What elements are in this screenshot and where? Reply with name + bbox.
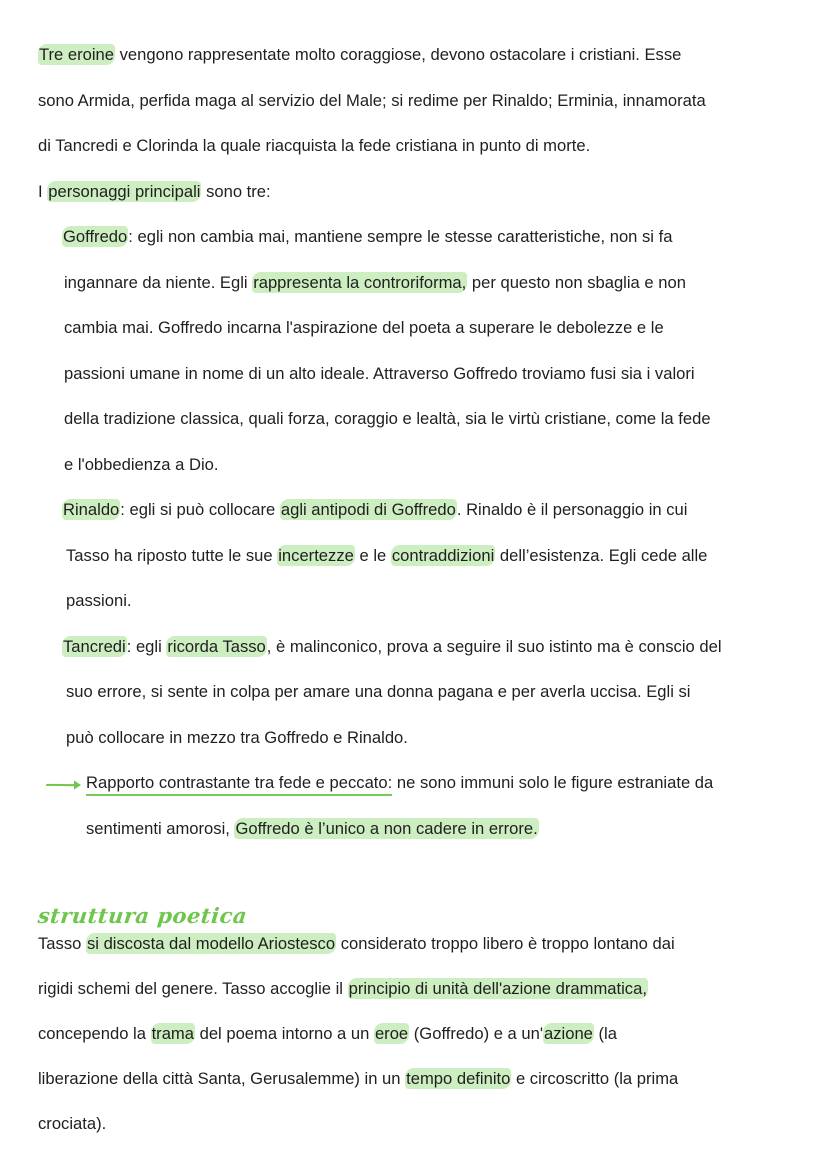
goffredo-line-6: e l'obbedienza a Dio. [64, 455, 219, 474]
rapporto-line-1: Rapporto contrastante tra fede e peccato: ne sono immuni solo le figure estraniate da [86, 771, 713, 795]
rinaldo-line-3: passioni. [66, 591, 132, 610]
rinaldo-line-1: Rinaldo: egli si può collocare agli antipodi di Goffredo. Rinaldo è il personaggio in cui [63, 500, 688, 519]
highlight: incertezze [278, 546, 354, 565]
intro-line-2: sono Armida, perfida maga al servizio del Male; si redime per Rinaldo; Erminia, innamorata [38, 91, 706, 110]
tancredi-line-1: Tancredi: egli ricorda Tasso, è malinconico, prova a seguire il suo istinto ma è conscio del [63, 637, 722, 656]
highlight: Tre eroine [39, 45, 115, 64]
goffredo-line-5: della tradizione classica, quali forza, coraggio e lealtà, sia le virtù cristiane, come la fede [64, 409, 711, 428]
tancredi-line-2: suo errore, si sente in colpa per amare una donna pagana e per averla uccisa. Egli si [66, 682, 691, 701]
highlight: Goffredo [63, 227, 128, 246]
tancredi-line-3: può collocare in mezzo tra Goffredo e Rinaldo. [66, 728, 408, 747]
highlight: trama [151, 1024, 194, 1043]
goffredo-line-4: passioni umane in nome di un alto ideale. Attraverso Goffredo troviamo fusi sia i valori [64, 364, 695, 383]
goffredo-line-1: Goffredo: egli non cambia mai, mantiene sempre le stesse caratteristiche, non si fa [63, 227, 673, 246]
struttura-line-3: concependo la trama del poema intorno a un eroe (Goffredo) e a un'azione (la [38, 1024, 617, 1043]
section-heading: struttura poetica [36, 903, 249, 928]
highlight: Goffredo è l’unico a non cadere in errore. [235, 819, 538, 838]
goffredo-line-2: ingannare da niente. Egli rappresenta la controriforma, per questo non sbaglia e non [64, 273, 686, 292]
intro-line-4: I personaggi principali sono tre: [38, 182, 271, 201]
highlight: tempo definito [406, 1069, 511, 1088]
struttura-line-5: crociata). [38, 1114, 107, 1133]
highlight: si discosta dal modello Ariostesco [86, 934, 336, 953]
rinaldo-line-2: Tasso ha riposto tutte le sue incertezze e le contraddizioni dell’esistenza. Egli cede alle [66, 546, 708, 565]
struttura-line-4: liberazione della città Santa, Gerusalemme) in un tempo definito e circoscritto (la prima [38, 1069, 679, 1088]
struttura-line-1: Tasso si discosta dal modello Ariostesco considerato troppo libero è troppo lontano dai [38, 934, 675, 953]
highlight: Rinaldo [63, 500, 120, 519]
underlined-text: Rapporto contrastante tra fede e peccato: [86, 773, 392, 796]
goffredo-line-3: cambia mai. Goffredo incarna l'aspirazione del poeta a superare le debolezze e le [64, 318, 664, 337]
highlight: agli antipodi di Goffredo [280, 500, 456, 519]
intro-line-1: Tre eroine vengono rappresentate molto coraggiose, devono ostacolare i cristiani. Esse [39, 45, 682, 64]
highlight: azione [544, 1024, 593, 1043]
highlight: personaggi principali [48, 182, 201, 201]
intro-line-3: di Tancredi e Clorinda la quale riacquista la fede cristiana in punto di morte. [38, 136, 591, 155]
highlight: rappresenta la controriforma, [253, 273, 467, 292]
right-arrow-icon [46, 779, 84, 791]
struttura-line-2: rigidi schemi del genere. Tasso accoglie il principio di unità dell'azione drammatica, [38, 979, 647, 998]
highlight: contraddizioni [391, 546, 495, 565]
highlight: principio di unità dell'azione drammatica, [348, 979, 647, 998]
highlight: Tancredi [63, 637, 126, 656]
highlight: eroe [374, 1024, 409, 1043]
highlight: ricorda Tasso [167, 637, 266, 656]
rapporto-line-2: sentimenti amorosi, Goffredo è l’unico a non cadere in errore. [86, 819, 538, 838]
